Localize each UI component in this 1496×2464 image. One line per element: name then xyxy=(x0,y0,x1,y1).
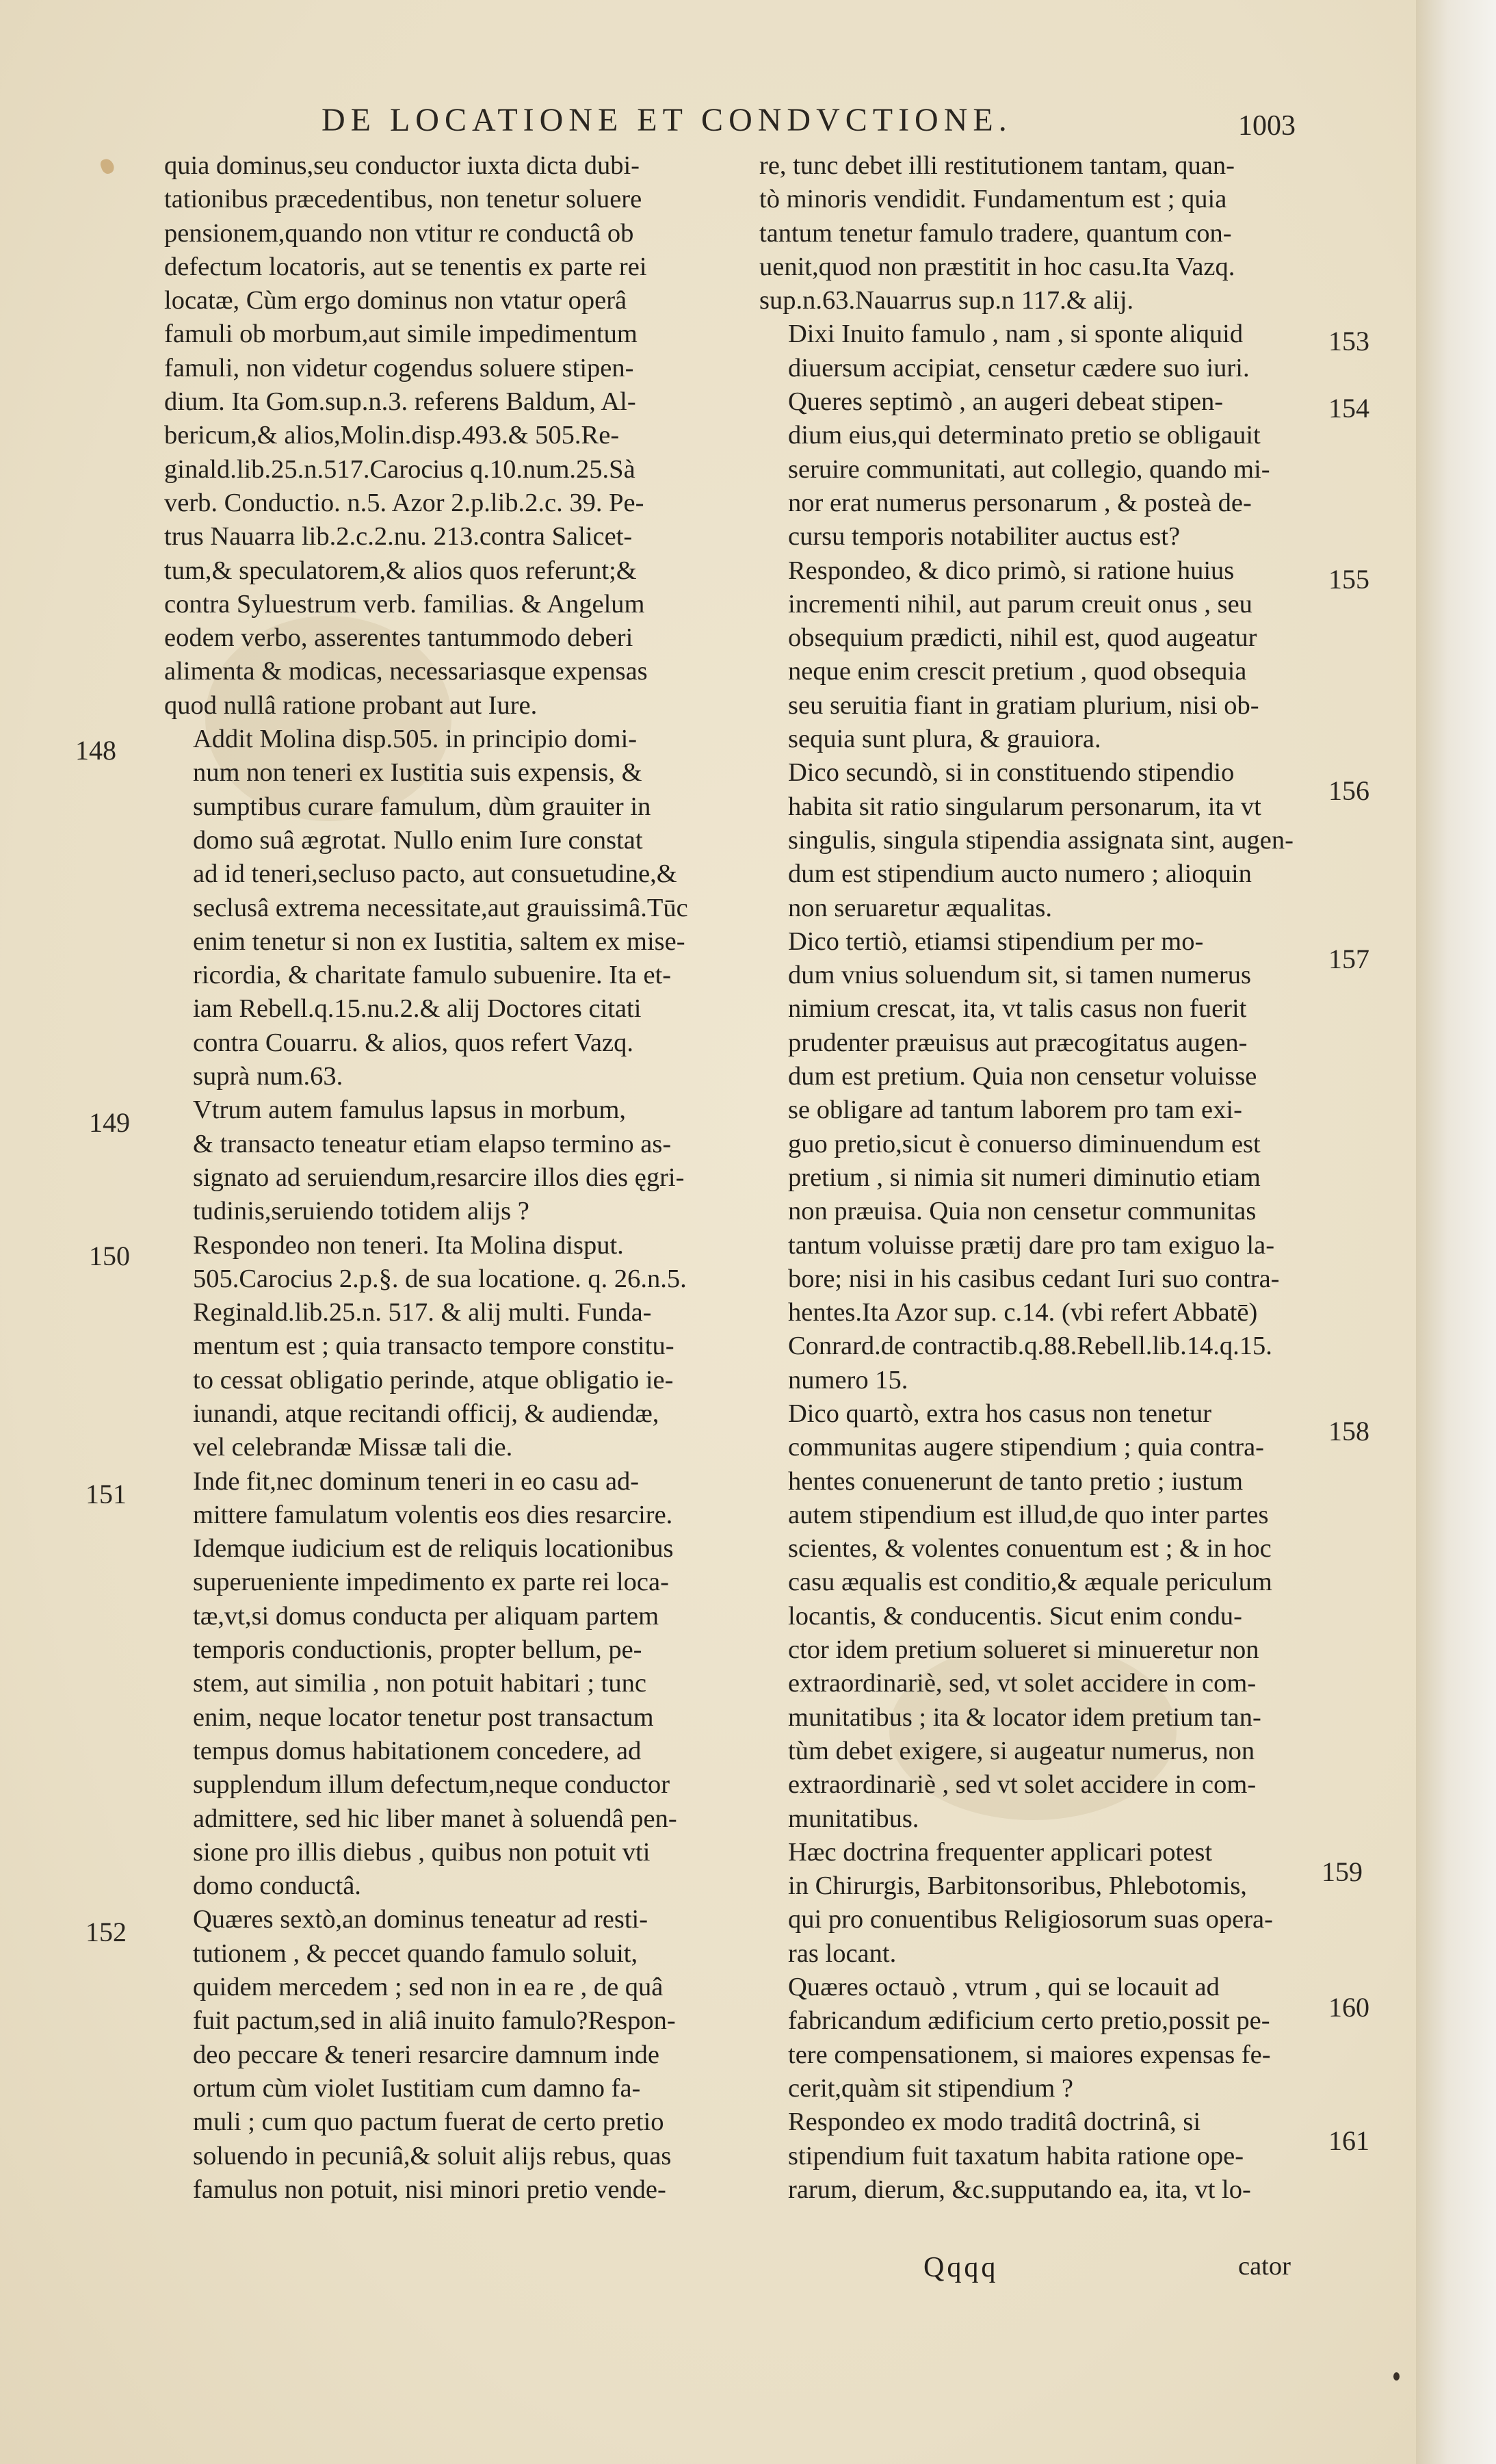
text-line: ginald.lib.25.n.517.Carocius q.10.num.25.Sà xyxy=(164,454,635,484)
text-line: prudenter præuisus aut præcogitatus augen- xyxy=(788,1028,1248,1057)
text-line: sup.n.63.Nauarrus sup.n 117.& alij. xyxy=(759,286,1134,315)
paragraph xyxy=(164,723,752,1093)
text-line: hentes conuenerunt de tanto pretio ; iustum xyxy=(788,1466,1244,1496)
text-line: defectum locatoris, aut se tenentis ex parte rei xyxy=(164,252,647,281)
margin-number: 153 xyxy=(1328,326,1369,356)
text-line: famuli, non videtur cogendus soluere stipen- xyxy=(164,353,634,382)
text-line: seu seruitia fiant in gratiam plurium, nisi ob- xyxy=(788,690,1259,720)
paragraph xyxy=(164,1229,752,1465)
text-line: to cessat obligatio perinde, atque obligatio ie- xyxy=(193,1365,674,1395)
margin-number: 149 xyxy=(89,1107,130,1138)
text-line: ortum cùm violet Iustitiam cum damno fa- xyxy=(193,2073,641,2103)
text-line: pensionem,quando non vtitur re conductâ ob xyxy=(164,218,634,248)
text-line: stem, aut similia , non potuit habitari ; tunc xyxy=(193,1669,646,1698)
text-line: alimenta & modicas, necessariasque expensas xyxy=(164,657,648,686)
text-line: autem stipendium est illud,de quo inter partes xyxy=(788,1500,1269,1529)
paragraph xyxy=(759,1836,1348,1971)
text-line: Quæres sextò,an dominus teneatur ad resti- xyxy=(193,1905,648,1934)
text-line: fabricandum ædificium certo pretio,possit pe- xyxy=(788,2006,1270,2036)
text-line: iunandi, atque recitandi officij, & audiendæ, xyxy=(193,1399,659,1428)
text-line: tere compensationem, si maiores expensas fe- xyxy=(788,2040,1271,2069)
paragraph xyxy=(164,1465,752,1904)
text-line: tò minoris vendidit. Fundamentum est ; quia xyxy=(759,185,1227,214)
margin-number: 156 xyxy=(1328,775,1369,806)
text-line: supplendum illum defectum,neque conductor xyxy=(193,1770,670,1800)
text-line: sione pro illis diebus , quibus non potuit vti xyxy=(193,1837,651,1867)
text-line: tutionem , & peccet quando famulo soluit, xyxy=(193,1938,638,1968)
margin-number: 154 xyxy=(1328,393,1369,424)
text-line: rarum, dierum, &c.supputando ea, ita, vt lo- xyxy=(788,2175,1251,2204)
text-line: habita sit ratio singularum personarum, ita vt xyxy=(788,792,1261,821)
page-number: 1003 xyxy=(1238,110,1296,142)
text-line: cursu temporis notabiliter auctus est? xyxy=(788,522,1181,552)
leaf-mark-icon xyxy=(99,157,116,176)
text-line: neque enim crescit pretium , quod obsequia xyxy=(788,657,1247,686)
margin-number: 152 xyxy=(86,1917,127,1947)
text-line: contra Syluestrum verb. familias. & Angelum xyxy=(164,589,645,619)
text-line: diuersum accipiat, censetur cædere suo iuri. xyxy=(788,353,1250,382)
text-line: Dico quartò, extra hos casus non tenetur xyxy=(788,1399,1212,1428)
text-line: ctor idem pretium solueret si minueretur non xyxy=(788,1635,1259,1665)
margin-number: 151 xyxy=(86,1479,127,1509)
paragraph xyxy=(759,317,1348,385)
text-line: pretium , si nimia sit numeri diminutio etiam xyxy=(788,1163,1261,1192)
text-line: tationibus præcedentibus, non tenetur soluere xyxy=(164,185,642,214)
text-line: tum,& speculatorem,& alios quos referunt;& xyxy=(164,556,637,585)
margin-number: 157 xyxy=(1328,944,1369,974)
text-line: obsequium prædicti, nihil est, quod augeatur xyxy=(788,623,1257,653)
text-line: & transacto teneatur etiam elapso termino as- xyxy=(193,1129,672,1158)
text-line: incrementi nihil, aut parum creuit onus , seu xyxy=(788,589,1252,619)
text-line: muli ; cum quo pactum fuerat de certo pretio xyxy=(193,2108,664,2137)
text-line: Addit Molina disp.505. in principio domi- xyxy=(193,725,638,754)
paragraph xyxy=(164,1093,752,1228)
text-line: casu æqualis est conditio,& æquale periculum xyxy=(788,1568,1272,1597)
text-line: mentum est ; quia transacto tempore constitu- xyxy=(193,1332,674,1361)
text-line: Queres septimò , an augeri debeat stipen- xyxy=(788,387,1224,417)
text-line: extraordinariè , sed vt solet accidere in com- xyxy=(788,1770,1257,1800)
text-line: dum est pretium. Quia non censetur voluisse xyxy=(788,1062,1257,1091)
text-line: enim, neque locator tenetur post transactum xyxy=(193,1702,654,1732)
text-line: vel celebrandæ Missæ tali die. xyxy=(193,1433,513,1462)
text-line: superueniente impedimento ex parte rei loca- xyxy=(193,1568,669,1597)
ink-dot xyxy=(1393,2372,1400,2381)
text-line: Quæres octauò , vtrum , qui se locauit ad xyxy=(788,1973,1220,2002)
text-line: locantis, & conducentis. Sicut enim condu- xyxy=(788,1601,1242,1631)
text-line: Reginald.lib.25.n. 517. & alij multi. Funda- xyxy=(193,1298,652,1327)
text-line: dum vnius soluendum sit, si tamen numerus xyxy=(788,961,1251,990)
text-line: domo conductâ. xyxy=(193,1871,361,1901)
text-line: se obligare ad tantum laborem pro tam exi- xyxy=(788,1095,1242,1125)
text-line: quia dominus,seu conductor iuxta dicta dubi- xyxy=(164,151,640,180)
text-line: Respondeo ex modo traditâ doctrinâ, si xyxy=(788,2108,1201,2137)
text-line: dum est stipendium aucto numero ; alioquin xyxy=(788,859,1252,889)
text-line: hentes.Ita Azor sup. c.14. (vbi refert Abbatē) xyxy=(788,1298,1258,1327)
text-line: iam Rebell.q.15.nu.2.& alij Doctores citati xyxy=(193,994,642,1024)
text-line: sequia sunt plura, & grauiora. xyxy=(788,725,1101,754)
text-line: dium. Ita Gom.sup.n.3. referens Baldum, Al- xyxy=(164,387,636,417)
signature-mark: Qqqq xyxy=(923,2252,999,2283)
paragraph xyxy=(759,554,1348,757)
text-line: locatæ, Cùm ergo dominus non vtatur operâ xyxy=(164,286,627,315)
margin-number: 161 xyxy=(1328,2125,1369,2156)
text-line: Vtrum autem famulus lapsus in morbum, xyxy=(193,1095,627,1125)
text-line: contra Couarru. & alios, quos refert Vazq. xyxy=(193,1028,633,1057)
paragraph xyxy=(164,1903,752,2207)
text-line: enim tenetur si non ex Iustitia, saltem ex mise- xyxy=(193,926,685,956)
text-line: Inde fit,nec dominum teneri in eo casu ad- xyxy=(193,1466,640,1496)
paragraph xyxy=(759,1397,1348,1836)
paragraph xyxy=(164,149,752,723)
text-line: in Chirurgis, Barbitonsoribus, Phlebotomis, xyxy=(788,1871,1247,1901)
paragraph xyxy=(759,385,1348,554)
text-line: tùm debet exigere, si augeatur numerus, non xyxy=(788,1736,1255,1765)
text-line: signato ad seruiendum,resarcire illos dies ęgri- xyxy=(193,1163,685,1192)
text-line: tantum tenetur famulo tradere, quantum con- xyxy=(759,218,1232,248)
text-line: quidem mercedem ; sed non in ea re , de quâ xyxy=(193,1973,664,2002)
text-line: Dico tertiò, etiamsi stipendium per mo- xyxy=(788,926,1204,956)
text-line: admittere, sed hic liber manet à soluendâ pen- xyxy=(193,1804,677,1833)
text-line: Dixi Inuito famulo , nam , si sponte aliquid xyxy=(788,320,1244,349)
text-line: suprà num.63. xyxy=(193,1062,343,1091)
text-line: 505.Carocius 2.p.§. de sua locatione. q. 26.n.5. xyxy=(193,1264,687,1293)
text-line: deo peccare & teneri resarcire damnum inde xyxy=(193,2040,659,2069)
text-line: tempus domus habitationem concedere, ad xyxy=(193,1736,642,1765)
margin-number: 155 xyxy=(1328,564,1369,595)
text-line: Respondeo, & dico primò, si ratione huius xyxy=(788,556,1235,585)
catchword: cator xyxy=(1238,2252,1291,2281)
text-line: non præuisa. Quia non censetur communitas xyxy=(788,1197,1257,1226)
text-line: Respondeo non teneri. Ita Molina disput. xyxy=(193,1230,624,1260)
text-line: cerit,quàm sit stipendium ? xyxy=(788,2073,1073,2103)
text-line: quod nullâ ratione probant aut Iure. xyxy=(164,690,538,720)
text-line: dium eius,qui determinato pretio se obligauit xyxy=(788,421,1261,450)
text-line: domo suâ ægrotat. Nullo enim Iure constat xyxy=(193,825,643,855)
text-line: ricordia, & charitate famulo subuenire. Ita et- xyxy=(193,961,672,990)
text-line: singulis, singula stipendia assignata sint, augen- xyxy=(788,825,1294,855)
text-line: verb. Conductio. n.5. Azor 2.p.lib.2.c. 39. Pe- xyxy=(164,488,644,517)
text-line: eodem verbo, asserentes tantummodo deberi xyxy=(164,623,633,653)
text-line: bericum,& alios,Molin.disp.493.& 505.Re- xyxy=(164,421,620,450)
text-line: stipendium fuit taxatum habita ratione ope- xyxy=(788,2141,1244,2170)
running-head: DE LOCATIONE ET CONDVCTIONE. xyxy=(321,102,1012,138)
page-edge xyxy=(1416,0,1496,2464)
margin-number: 159 xyxy=(1322,1856,1363,1887)
text-line: temporis conductionis, propter bellum, pe- xyxy=(193,1635,642,1665)
paragraph xyxy=(759,2105,1348,2207)
text-line: re, tunc debet illi restitutionem tantam, quan- xyxy=(759,151,1235,180)
text-line: mittere famulatum volentis eos dies resarcire. xyxy=(193,1500,673,1529)
text-line: famulus non potuit, nisi minori pretio vende- xyxy=(193,2175,666,2204)
text-line: num non teneri ex Iustitia suis expensis, & xyxy=(193,758,642,788)
margin-number: 160 xyxy=(1328,1992,1369,2023)
text-line: Idemque iudicium est de reliquis locationibus xyxy=(193,1534,674,1564)
text-line: uenit,quod non præstitit in hoc casu.Ita Vazq. xyxy=(759,252,1235,281)
paragraph xyxy=(759,1971,1348,2105)
text-line: soluendo in pecuniâ,& soluit alijs rebus, quas xyxy=(193,2141,672,2170)
text-line: nor erat numerus personarum , & posteà de- xyxy=(788,488,1252,517)
text-line: scientes, & volentes conuentum est ; & in hoc xyxy=(788,1534,1272,1564)
margin-number: 150 xyxy=(89,1241,130,1271)
paragraph xyxy=(759,149,1348,317)
text-line: munitatibus ; ita & locator idem pretium tan- xyxy=(788,1702,1261,1732)
text-line: tudinis,seruiendo totidem alijs ? xyxy=(193,1197,529,1226)
text-line: fuit pactum,sed in aliâ inuito famulo?Respon- xyxy=(193,2006,676,2036)
text-line: Dico secundò, si in constituendo stipendio xyxy=(788,758,1235,788)
right-column xyxy=(759,149,1348,2207)
text-line: ras locant. xyxy=(788,1938,897,1968)
margin-number: 148 xyxy=(75,735,116,766)
text-line: tantum voluisse prætij dare pro tam exiguo la- xyxy=(788,1230,1275,1260)
text-line: bore; nisi in his casibus cedant Iuri suo contra- xyxy=(788,1264,1280,1293)
text-line: tæ,vt,si domus conducta per aliquam partem xyxy=(193,1601,659,1631)
text-line: munitatibus. xyxy=(788,1804,919,1833)
text-line: communitas augere stipendium ; quia contra- xyxy=(788,1433,1265,1462)
text-line: guo pretio,sicut è conuerso diminuendum est xyxy=(788,1129,1261,1158)
paragraph xyxy=(759,925,1348,1397)
text-line: seclusâ extrema necessitate,aut grauissimâ.Tūc xyxy=(193,893,688,922)
text-line: numero 15. xyxy=(788,1365,908,1395)
text-line: sumptibus curare famulum, dùm grauiter in xyxy=(193,792,651,821)
left-column xyxy=(164,149,752,2207)
text-line: Conrard.de contractib.q.88.Rebell.lib.14.q.15. xyxy=(788,1332,1272,1361)
text-line: qui pro conuentibus Religiosorum suas opera- xyxy=(788,1905,1273,1934)
margin-number: 158 xyxy=(1328,1416,1369,1447)
text-line: trus Nauarra lib.2.c.2.nu. 213.contra Salicet- xyxy=(164,522,633,552)
text-line: non seruaretur æqualitas. xyxy=(788,893,1052,922)
text-line: famuli ob morbum,aut simile impedimentum xyxy=(164,320,638,349)
paragraph xyxy=(759,756,1348,924)
text-line: seruire communitati, aut collegio, quando mi- xyxy=(788,454,1270,484)
text-line: extraordinariè, sed, vt solet accidere in com- xyxy=(788,1669,1257,1698)
text-line: ad id teneri,secluso pacto, aut consuetudine,& xyxy=(193,859,677,889)
text-line: Hæc doctrina frequenter applicari potest xyxy=(788,1837,1213,1867)
text-line: nimium crescat, ita, vt talis casus non fuerit xyxy=(788,994,1247,1024)
